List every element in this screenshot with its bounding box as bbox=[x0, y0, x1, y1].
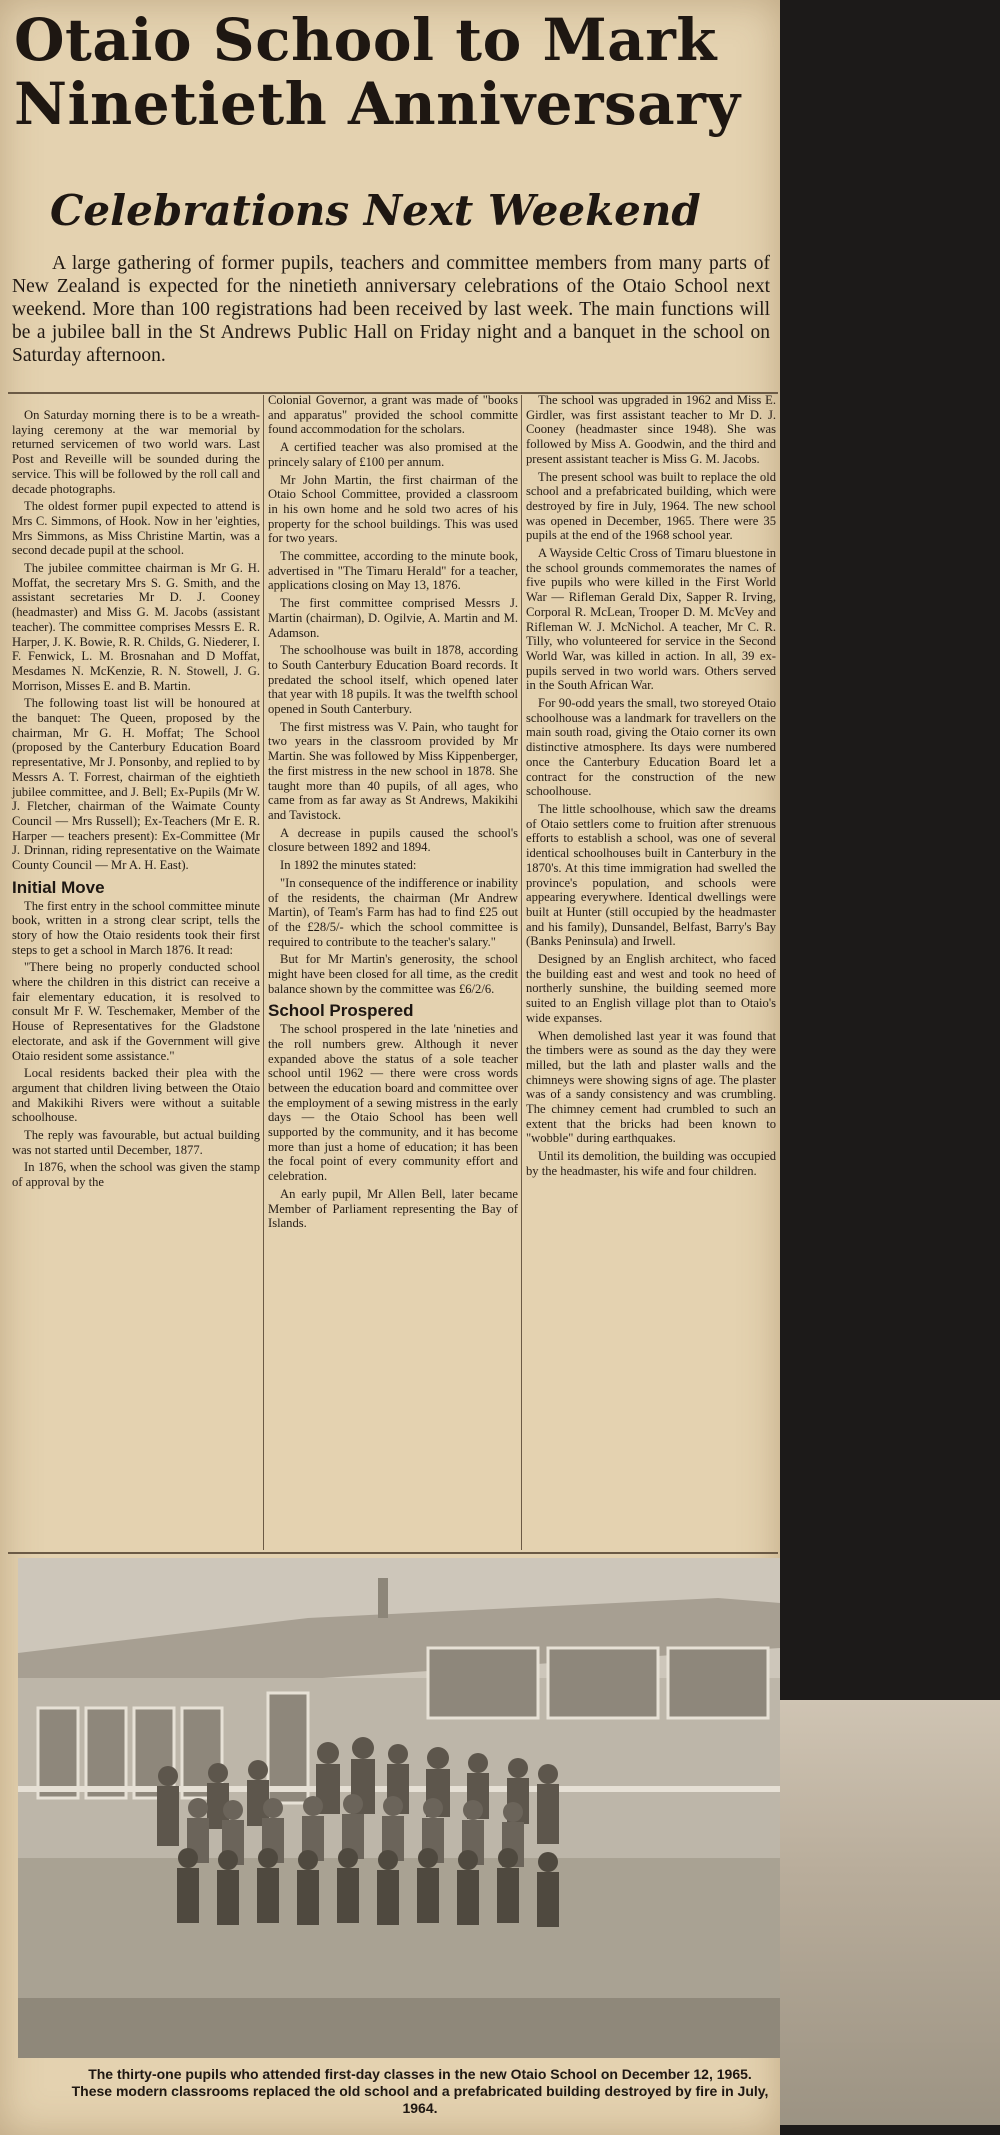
paragraph: A certified teacher was also promised at the princely salary of £100 per annum. bbox=[268, 440, 518, 469]
paragraph: The first committee comprised Messrs J. Martin (chairman), D. Ogilvie, A. Martin and M. Adamson. bbox=[268, 596, 518, 640]
paragraph: The committee, according to the minute book, advertised in "The Timaru Herald" for a teacher, applications closing on May 13, 1876. bbox=[268, 549, 518, 593]
paragraph: A Wayside Celtic Cross of Timaru bluestone in the school grounds commemorates the names of five pupils who were killed in the First World War — Rifleman Gerald Dix, Sapper R. Irving, Corporal R. McLean, Trooper D. M. McVey and Rifleman W. J. McNichol. A teacher, Mr C. R. Tilly, who volunteered for service in the Second World War, was killed in action. In all, 39 ex-pupils served in two world wars. Others served in the South African War. bbox=[526, 546, 776, 693]
paragraph: Local residents backed their plea with the argument that children living between the Otaio and Makikihi Rivers were without a suitable schoolhouse. bbox=[12, 1066, 260, 1125]
photo-illustration bbox=[18, 1558, 780, 2058]
paragraph: The school was upgraded in 1962 and Miss E. Girdler, was first assistant teacher to Mr D. J. Cooney (headmaster since 1948). She was followed by Miss A. Goodwin, and the third and present assistant teacher is Miss G. M. Jacobs. bbox=[526, 393, 776, 466]
paragraph: The reply was favourable, but actual building was not started until December, 1877. bbox=[12, 1128, 260, 1157]
subheadline: Celebrations Next Weekend bbox=[50, 186, 701, 235]
paragraph: Until its demolition, the building was occupied by the headmaster, his wife and four children. bbox=[526, 1149, 776, 1178]
column-divider-1 bbox=[263, 395, 264, 1550]
article-column-3 bbox=[526, 393, 776, 1182]
paragraph: In 1876, when the school was given the stamp of approval by the bbox=[12, 1160, 260, 1190]
paragraph: "There being no properly conducted school where the children in this district can receive a fair elementary education, it is resolved to consult Mr F. W. Teschemaker, Member of the House of Representatives for the Gladstone electorate, and ask if the Government will give Otaio resident some assistance." bbox=[12, 960, 260, 1063]
paragraph: The jubilee committee chairman is Mr G. H. Moffat, the secretary Mrs S. G. Smith, and the assistant secretaries Mr D. J. Cooney (headmaster) and Miss G. M. Jacobs (assistant teacher). The committee comprises Messrs E. R. Harper, J. K. Bowie, R. R. Childs, G. Niederer, I. F. Fenwick, L. M. Brosnahan and D Moffat, Mesdames N. McKenzie, R. N. Stowell, J. G. Morrison, Misses E. and B. Martin. bbox=[12, 561, 260, 693]
photo-top-rule bbox=[8, 1552, 778, 1554]
article-column-1 bbox=[12, 408, 260, 1193]
paragraph: The schoolhouse was built in 1878, according to South Canterbury Education Board records. It predated the school itself, which opened later that year with 18 pupils. It was the twelfth school opened in South Canterbury. bbox=[268, 643, 518, 717]
paragraph: The oldest former pupil expected to attend is Mrs C. Simmons, of Hook. Now in her 'eighties, Mrs Simmons, as Miss Christine Martin, was a second decade pupil at the school. bbox=[12, 499, 260, 558]
photo-edge-overflow bbox=[780, 1700, 1000, 2125]
school-pupils-photo bbox=[18, 1558, 780, 2058]
paragraph: The following toast list will be honoured at the banquet: The Queen, proposed by the chairman, Mr G. H. Moffat; The School (proposed by the Canterbury Education Board representative, Mr J. Ponsonby, and replied to by Messrs A. T. Forrest, chairman of the eightieth jubilee committee, and J. Bell; Ex-Pupils (Mr W. J. Fletcher, chairman of the Waimate County Council — Mrs Russell); Ex-Teachers (Mr E. R. Harper — teachers present): Ex-Committee (Mr J. Drinnan, riding representative on the Waimate County Council — Mr A. H. East). bbox=[12, 696, 260, 873]
paragraph: The first mistress was V. Pain, who taught for two years in the classroom provided by Mr Martin. She was followed by Miss Kippenberger, the first mistress in the new school in 1878. She taught more than 40 pupils, of all ages, who came from as far away as St Andrews, Makikihi and Tavistock. bbox=[268, 719, 518, 822]
paragraph: An early pupil, Mr Allen Bell, later became Member of Parliament representing the Bay of Islands. bbox=[268, 1186, 518, 1231]
section-heading-initial-move: Initial Move bbox=[12, 877, 105, 897]
paragraph: The first entry in the school committee minute book, written in a strong clear script, tells the story of how the Otaio residents took their first steps to get a school in March 1876. It read: bbox=[12, 898, 260, 957]
paragraph: On Saturday morning there is to be a wreath-laying ceremony at the war memorial by returned servicemen of two world wars. Last Post and Reveille will be sounded during the service. This will be followed by the roll call and decade photographs. bbox=[12, 408, 260, 496]
paragraph: Designed by an English architect, who faced the building east and west and took no heed of northerly sunshine, the building seemed more suited to an English village plot than to Otaio's wide expanses. bbox=[526, 952, 776, 1025]
paragraph: Colonial Governor, a grant was made of "books and apparatus" provided the school committe found accommodation for the scholars. bbox=[268, 393, 518, 437]
photo-caption: The thirty-one pupils who attended first-day classes in the new Otaio School on December 12, 1965. These modern classrooms replaced the old school and a prefabricated building destroyed by fire in July, 1964. bbox=[71, 2066, 769, 2116]
column-divider-2 bbox=[521, 395, 522, 1550]
paragraph: Mr John Martin, the first chairman of the Otaio School Committee, provided a classroom in his own home and he sold two acres of his property for the school buildings. This was used for two years. bbox=[268, 472, 518, 546]
paragraph: In 1892 the minutes stated: bbox=[280, 858, 417, 873]
paragraph: For 90-odd years the small, two storeyed Otaio schoolhouse was a landmark for travellers on the main south road, giving the Otaio corner its own distinctive atmosphere. Its days were numbered once the Canterbury Education Board let a contract for the construction of the new schoolhouse. bbox=[526, 696, 776, 799]
paragraph: The present school was built to replace the old school and a prefabricated building, which were destroyed by fire in July, 1964. The new school was opened in December, 1965. There were 35 pupils at the end of the 1968 school year. bbox=[526, 469, 776, 543]
article-column-2 bbox=[268, 393, 518, 1234]
paragraph: A decrease in pupils caused the school's closure between 1892 and 1894. bbox=[268, 825, 518, 855]
paragraph: "In consequence of the indifference or inability of the residents, the chairman (Mr Andrew Martin), of Team's Farm has had to find £25 out of the £28/5/- which the school committee is required to contribute to the teacher's salary." bbox=[268, 875, 518, 949]
section-heading-school-prospered: School Prospered bbox=[268, 1001, 414, 1021]
paragraph: The school prospered in the late 'nineties and the roll numbers grew. Although it never expanded above the status of a sole teacher school until 1962 — there were cross words between the education board and committee over the employment of a sewing mistress in the early days — the Otaio School has been well supported by the community, and it has become more than just a home of education; it has been the focal point of every community effort and celebration. bbox=[268, 1022, 518, 1184]
paragraph: When demolished last year it was found that the timbers were as sound as the day they were milled, but the lath and plaster walls and the chimneys were showing signs of age. The plaster was of a sandy consistency and was crumbling. The chimney cement had crumbled to such an extent that the bricks had been known to "wobble" during earthquakes. bbox=[526, 1028, 776, 1146]
headline: Otaio School to Mark Ninetieth Anniversary bbox=[14, 6, 741, 138]
paragraph: The little schoolhouse, which saw the dreams of Otaio settlers come to fruition after strenuous efforts to establish a school, was one of several identical schoolhouses built in Canterbury in the 1870's. At this time immigration had swelled the province's population, and schools were appearing everywhere. Identical dwellings were built at Hunter (still occupied by the headmaster and his family), Dunsandel, Belfast, Barry's Bay (Banks Peninsula) and Irwell. bbox=[526, 801, 776, 949]
paragraph: But for Mr Martin's generosity, the school might have been closed for all time, as the credit balance shown by the committee was £6/2/6. bbox=[268, 952, 518, 996]
lead-paragraph: A large gathering of former pupils, teachers and committee members from many parts of New Zealand is expected for the ninetieth anniversary celebrations of the Otaio School next weekend. More than 100 registrations had been received by last week. The main functions will be a jubilee ball in the St Andrews Public Hall on Friday night and a banquet in the school on Saturday afternoon. bbox=[12, 253, 770, 366]
